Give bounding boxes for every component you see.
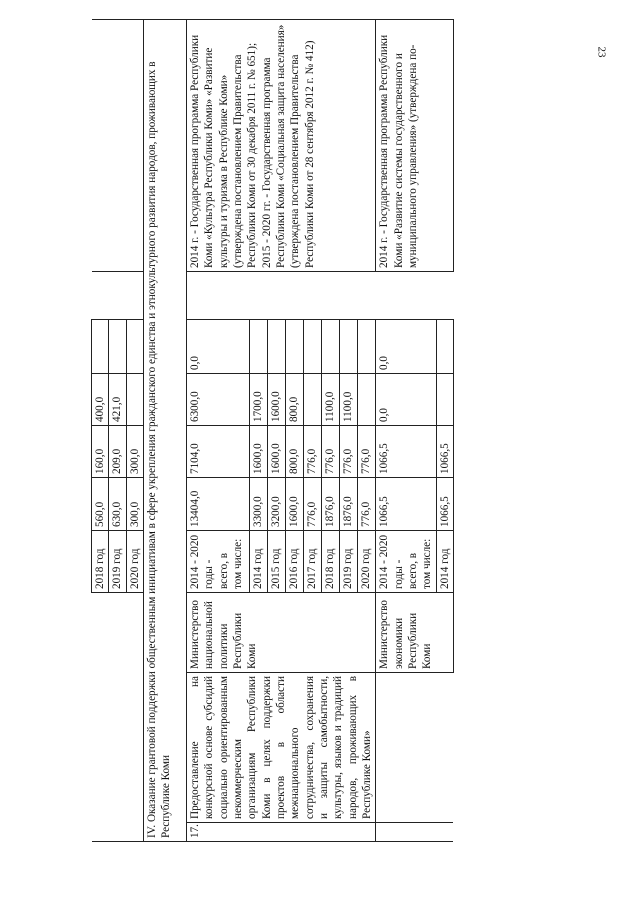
period-cell: 2014 - 2020 годы - всего, в том числе: [376, 531, 436, 593]
value-cell: 1600,0 [267, 426, 285, 478]
period-cell: 2019 год [340, 531, 358, 593]
value-cell [249, 320, 267, 374]
value-cell: 630,0 [109, 478, 126, 531]
period-cell: 2015 год [267, 531, 285, 593]
value-cell: 1100,0 [340, 374, 358, 426]
value-cell: 1066,5 [376, 478, 436, 531]
funding-table [91, 19, 454, 842]
value-cell: 1876,0 [322, 478, 340, 531]
value-cell: 0,0 [376, 320, 436, 374]
value-cell: 1600,0 [267, 374, 285, 426]
value-cell: 160,0 [92, 426, 109, 478]
value-cell: 13404,0 [186, 478, 249, 531]
period-cell: 2018 год [92, 531, 109, 593]
value-cell [303, 320, 321, 374]
value-cell [436, 374, 453, 426]
table-row [376, 20, 436, 842]
period-cell: 2018 год [322, 531, 340, 593]
program-note: 2014 г. - Государственная программа Республики Коми «Культура Республики Коми» «Развитие культуры и туризма в Республике Коми» (утверждена постановлением Правительства Республики Коми от 30 декабря 2011 г. № 651); 2015 - 2020 гг. - Государственная программа Республики Коми «Социальная защита населения» (утверждена постановлением Правительства Республики Коми от 28 сентября 2012 г. № 412) [186, 20, 375, 272]
value-cell: 6300,0 [186, 374, 249, 426]
value-cell: 3200,0 [267, 478, 285, 531]
table-row [186, 20, 249, 842]
value-cell: 209,0 [109, 426, 126, 478]
value-cell [126, 374, 143, 426]
item-executor-2: Министерство экономики Республики Коми [376, 593, 454, 673]
value-cell [340, 320, 358, 374]
period-cell: 2014 год [436, 531, 453, 593]
value-cell [358, 374, 376, 426]
value-cell: 776,0 [358, 426, 376, 478]
value-cell: 7104,0 [186, 426, 249, 478]
value-cell: 776,0 [340, 426, 358, 478]
period-cell: 2016 год [285, 531, 303, 593]
value-cell: 776,0 [322, 426, 340, 478]
value-cell: 1600,0 [249, 426, 267, 478]
value-cell: 1066,5 [436, 478, 453, 531]
period-cell: 2019 год [109, 531, 126, 593]
item-number: 17. [186, 823, 375, 842]
value-cell [92, 320, 109, 374]
value-cell: 1066,5 [436, 426, 453, 478]
table-row [126, 20, 143, 842]
value-cell: 776,0 [303, 478, 321, 531]
period-cell: 2014 год [249, 531, 267, 593]
item-description: Предоставление на конкурсной основе субсидий социально ориентированным некоммерческим организациям Республики Коми в целях поддержки проектов в области межнационального сотрудничества, сохранения и защиты самобытности, культуры, языков и традиций народов, проживающих в Республике Коми» [186, 673, 375, 823]
value-cell: 1600,0 [285, 478, 303, 531]
value-cell [126, 320, 143, 374]
period-cell: 2017 год [303, 531, 321, 593]
value-cell [303, 374, 321, 426]
value-cell: 1066,5 [376, 426, 436, 478]
value-cell: 300,0 [126, 426, 143, 478]
section-row [143, 20, 186, 842]
value-cell: 800,0 [285, 426, 303, 478]
value-cell: 776,0 [303, 426, 321, 478]
value-cell: 3300,0 [249, 478, 267, 531]
value-cell [436, 320, 453, 374]
value-cell: 776,0 [358, 478, 376, 531]
program-note-2: 2014 г. - Государственная программа Республики Коми «Развитие системы государственного и муниципального управления» (утверждена по- [376, 20, 454, 272]
value-cell [322, 320, 340, 374]
value-cell [267, 320, 285, 374]
value-cell [109, 320, 126, 374]
section-title: IV. Оказание грантовой поддержки общественным инициативам в сфере укрепления гражданского единства и этнокультурного развития народов, проживающих в Республике Коми [143, 20, 186, 842]
table-row [109, 20, 126, 842]
item-executor: Министерство национальной политики Республики Коми [186, 593, 375, 673]
period-cell: 2020 год [126, 531, 143, 593]
value-cell: 0,0 [376, 374, 436, 426]
value-cell: 0,0 [186, 320, 249, 374]
value-cell: 560,0 [92, 478, 109, 531]
value-cell: 300,0 [126, 478, 143, 531]
value-cell: 1100,0 [322, 374, 340, 426]
value-cell: 800,0 [285, 374, 303, 426]
value-cell: 421,0 [109, 374, 126, 426]
value-cell [358, 320, 376, 374]
page-number: 23 [595, 46, 608, 58]
value-cell: 400,0 [92, 374, 109, 426]
period-cell: 2020 год [358, 531, 376, 593]
value-cell: 1700,0 [249, 374, 267, 426]
table-row [92, 20, 109, 842]
period-cell: 2014 - 2020 годы - всего, в том числе: [186, 531, 249, 593]
value-cell [285, 320, 303, 374]
value-cell: 1876,0 [340, 478, 358, 531]
rotated-table-wrapper [91, 20, 511, 842]
